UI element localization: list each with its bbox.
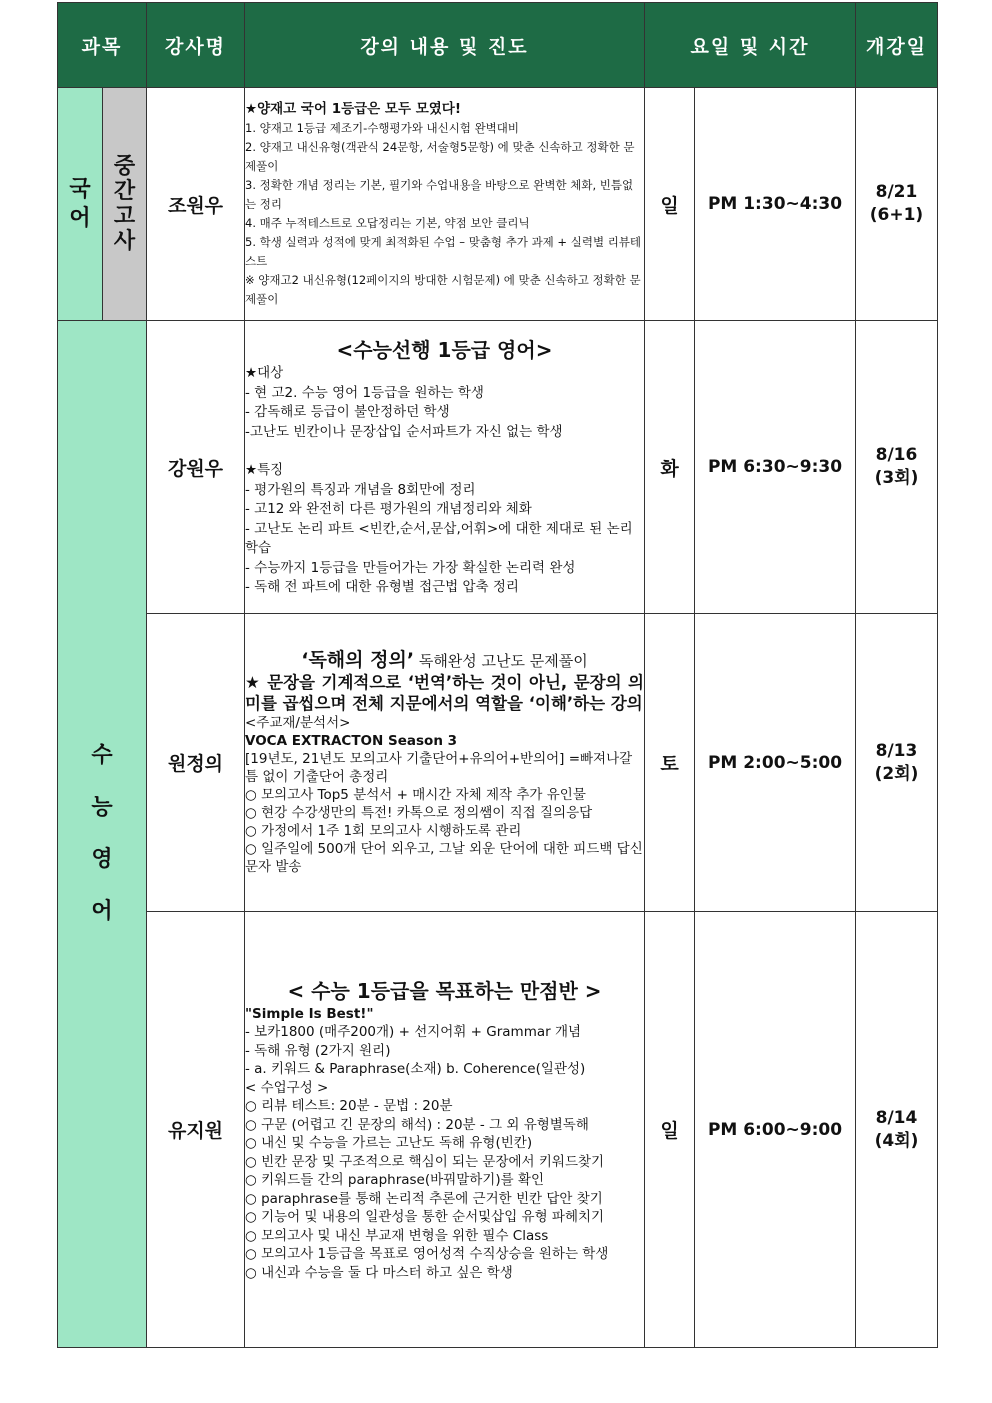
- description-line: - 독해 유형 (2가지 원리): [245, 1042, 391, 1059]
- subject-sub-label: [103, 154, 146, 254]
- start-date-value: 8/13: [875, 740, 918, 761]
- subject-sub-char: 사: [113, 229, 136, 254]
- description-line: <주교재/분석서>: [245, 714, 351, 731]
- subject-char: 능: [91, 795, 113, 820]
- course-row-english-1: [58, 321, 938, 614]
- description-line: ○ 내신 및 수능을 가르는 고난도 독해 유형(빈칸): [245, 1135, 533, 1152]
- course-title-sub: 독해완성 고난도 문제풀이: [414, 651, 588, 670]
- class-time: PM 2:00~5:00: [695, 614, 856, 912]
- teacher-name: 원정의: [147, 614, 245, 912]
- session-count: (4회): [874, 1130, 919, 1151]
- course-intro: ★ 문장을 기계적으로 ‘번역’하는 것이 아닌, 문장의 의미를 곱씹으며 전체 지문에서의 역할을 ‘이해’하는 강의: [245, 672, 644, 713]
- start-date-value: 8/14: [875, 1107, 918, 1128]
- description-line: ○ 내신과 수능을 둘 다 마스터 하고 싶은 학생: [245, 1264, 513, 1281]
- subject-sub-char: 중: [113, 154, 136, 179]
- description-line: ○ 모의고사 및 내신 부교재 변형을 위한 필수 Class: [245, 1227, 549, 1244]
- description-line: VOCA EXTRACTON Season 3: [245, 732, 458, 749]
- feature-item: - 고난도 논리 파트 <빈칸,순서,문삽,어휘>에 대한 제대로 된 논리 학습: [245, 520, 633, 557]
- start-date: [856, 614, 938, 912]
- start-date-value: 8/16: [875, 445, 918, 465]
- course-title: < 수능 1등급을 목표하는 만점반 >: [287, 978, 602, 1003]
- description-line: ○ 현강 수강생만의 특전! 카톡으로 정의쌤이 직접 질의응답: [245, 804, 593, 821]
- description-lines: [245, 99, 644, 309]
- description-line: 2. 양재고 내신유형(객관식 24문항, 서술형5문항) 에 맞춘 신속하고 정확한 문제풀이: [245, 140, 635, 173]
- day-of-week: 화: [645, 321, 695, 614]
- subject-cell-english: [58, 321, 147, 1348]
- subject-char: 영: [91, 847, 113, 872]
- teacher-name: 조원우: [147, 88, 245, 321]
- description-line: ○ 키워드들 간의 paraphrase(바꿔말하기)를 확인: [245, 1172, 545, 1189]
- course-title: <수능선행 1등급 영어>: [336, 338, 553, 363]
- description-line: ○ paraphrase를 통해 논리적 추론에 근거한 빈칸 답안 찾기: [245, 1190, 603, 1207]
- subject-cell-korean: [58, 88, 103, 321]
- description-line: ○ 리뷰 테스트: 20분 - 문법 : 20분: [245, 1098, 453, 1115]
- subject-sub-char: 고: [113, 204, 136, 229]
- header-teacher: 강사명: [147, 3, 245, 88]
- feature-heading: ★특징: [245, 462, 284, 479]
- start-date-value: 8/21: [875, 182, 918, 202]
- description-line: 1. 양재고 1등급 제조기-수행평가와 내신시험 완벽대비: [245, 121, 520, 135]
- start-date: [856, 321, 938, 614]
- header-content: 강의 내용 및 진도: [245, 3, 645, 88]
- subject-sub-char: 간: [113, 179, 136, 204]
- target-item: - 감독해로 등급이 불안정하던 학생: [245, 404, 450, 421]
- subject-sub-cell: [103, 88, 147, 321]
- subject-char: 어: [69, 206, 91, 231]
- target-list: [245, 384, 644, 443]
- course-title-main: ‘독해의 정의’: [301, 648, 415, 671]
- course-row-korean: [58, 88, 938, 321]
- subject-char: 수: [91, 743, 113, 768]
- description-line: ○ 빈칸 문장 및 구조적으로 핵심이 되는 문장에서 키워드찾기: [245, 1153, 605, 1170]
- teacher-name: 강원우: [147, 321, 245, 614]
- feature-item: - 수능까지 1등급을 만들어가는 가장 확실한 논리력 완성: [245, 559, 576, 576]
- day-of-week: 일: [645, 88, 695, 321]
- target-item: -고난도 빈칸이나 문장삽입 순서파트가 자신 없는 학생: [245, 423, 563, 440]
- course-row-english-3: [58, 912, 938, 1348]
- description-line: - a. 키워드 & Paraphrase(소재) b. Coherence(일관성): [245, 1061, 586, 1078]
- description-line: ○ 일주일에 500개 단어 외우고, 그날 외운 단어에 대한 피드백 답신 문자 발송: [245, 840, 643, 875]
- description-lines: [245, 1005, 644, 1283]
- class-time: PM 1:30~4:30: [695, 88, 856, 321]
- description-line: ※ 양재고2 내신유형(12페이지의 방대한 시험문제) 에 맞춘 신속하고 정확한 문제풀이: [245, 273, 641, 306]
- description-line: ○ 모의고사 1등급을 목표로 영어성적 수직상승을 원하는 학생: [245, 1246, 609, 1263]
- session-count: (6+1): [869, 205, 924, 225]
- description-line: 5. 학생 실력과 성적에 맞게 최적화된 수업 – 맞춤형 추가 과제 + 실력별 리뷰테스트: [245, 235, 642, 268]
- description-line: ★양재고 국어 1등급은 모두 모였다!: [245, 101, 461, 117]
- header-row: [58, 3, 938, 88]
- description-line: ○ 기능어 및 내용의 일관성을 통한 순서및삽입 유형 파헤치기: [245, 1209, 605, 1226]
- subject-label-korean: [58, 175, 102, 233]
- course-description: [245, 912, 645, 1348]
- description-line: ○ 가정에서 1주 1회 모의고사 시행하도록 관리: [245, 822, 522, 839]
- schedule-table: [57, 2, 938, 1348]
- session-count: (3회): [874, 468, 919, 488]
- subject-char: 어: [91, 899, 113, 924]
- course-row-english-2: [58, 614, 938, 912]
- start-date: [856, 88, 938, 321]
- class-time: PM 6:30~9:30: [695, 321, 856, 614]
- description-line: "Simple Is Best!": [245, 1005, 374, 1022]
- day-of-week: 일: [645, 912, 695, 1348]
- session-count: (2회): [874, 763, 919, 784]
- course-description: [245, 321, 645, 614]
- day-of-week: 토: [645, 614, 695, 912]
- subject-char: 국: [69, 177, 91, 202]
- description-line: [19년도, 21년도 모의고사 기출단어+유의어+반의어] =빠져나갈 틈 없이 기출단어 총정리: [245, 750, 633, 785]
- header-schedule: 요일 및 시간: [645, 3, 856, 88]
- feature-list: [245, 481, 644, 598]
- course-title: [245, 650, 644, 672]
- description-line: 3. 정확한 개념 정리는 기본, 필기와 수업내용을 바탕으로 완벽한 체화, 빈틈없는 정리: [245, 178, 634, 211]
- start-date: [856, 912, 938, 1348]
- description-line: 4. 매주 누적테스트로 오답정리는 기본, 약점 보안 클리닉: [245, 216, 530, 230]
- class-time: PM 6:00~9:00: [695, 912, 856, 1348]
- description-line: ○ 모의고사 Top5 분석서 + 매시간 자체 제작 추가 유인물: [245, 786, 586, 803]
- teacher-name: 유지원: [147, 912, 245, 1348]
- description-line: - 보카1800 (매주200개) + 선지어휘 + Grammar 개념: [245, 1024, 582, 1041]
- description-line: ○ 구문 (어렵고 긴 문장의 해석) : 20분 - 그 외 유형별독해: [245, 1116, 589, 1133]
- feature-item: - 고12 와 완전히 다른 평가원의 개념정리와 체화: [245, 501, 532, 518]
- header-subject: 과목: [58, 3, 147, 88]
- feature-item: - 독해 전 파트에 대한 유형별 접근법 압축 정리: [245, 579, 519, 596]
- subject-label-english: [58, 730, 146, 938]
- target-item: - 현 고2. 수능 영어 1등급을 원하는 학생: [245, 384, 484, 401]
- description-lines: [245, 714, 644, 876]
- description-line: < 수업구성 >: [245, 1079, 329, 1096]
- course-description: [245, 614, 645, 912]
- target-heading: ★대상: [245, 365, 284, 382]
- header-start-date: 개강일: [856, 3, 938, 88]
- course-description: [245, 88, 645, 321]
- feature-item: - 평가원의 특징과 개념을 8회만에 정리: [245, 481, 476, 498]
